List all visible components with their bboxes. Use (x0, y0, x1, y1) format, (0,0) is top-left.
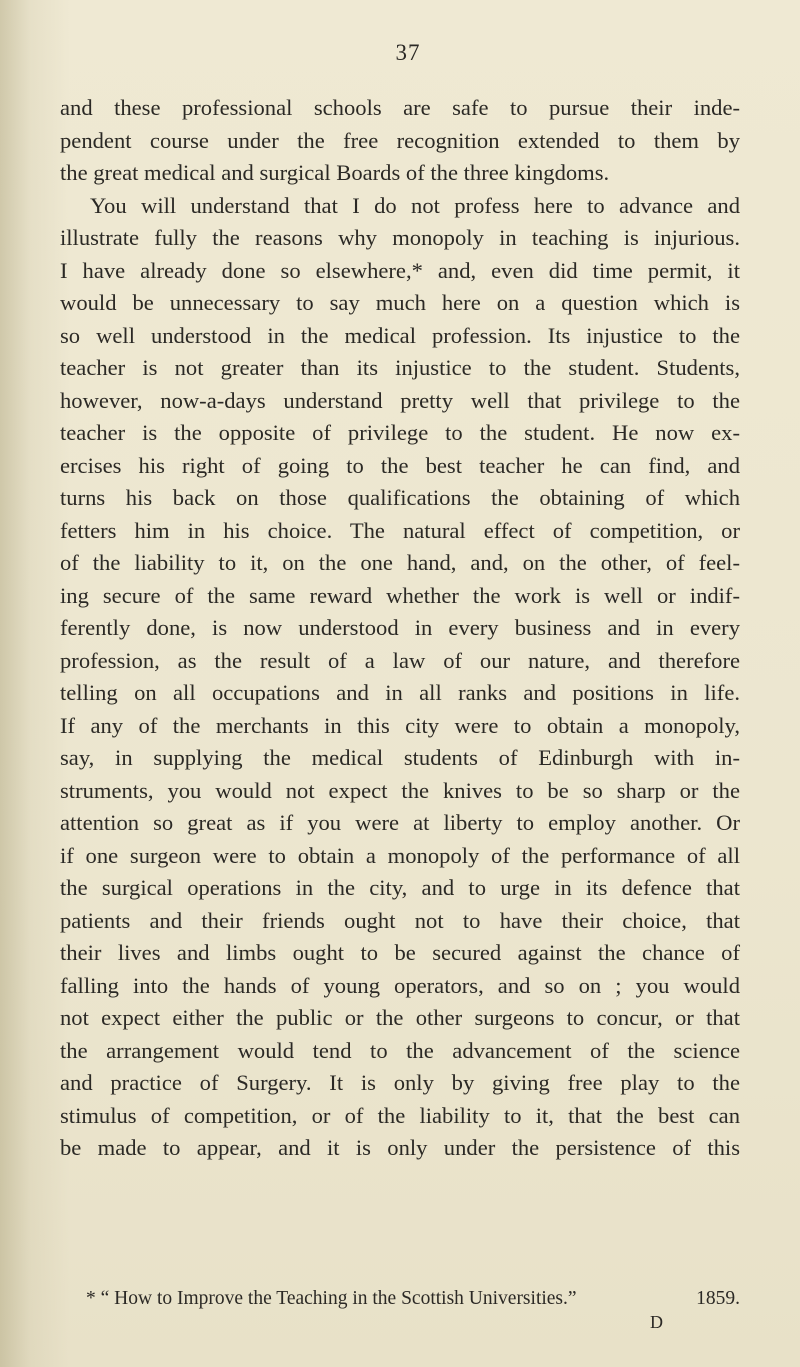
text-line: and these professional schools are safe to pursue their inde- (60, 95, 740, 120)
text-line: say, in supplying the medical students of Edinburgh with in- (60, 745, 740, 770)
text-line: be made to appear, and it is only under the persistence of this (60, 1135, 740, 1160)
text-line: profession, as the result of a law of our nature, and therefore (60, 647, 740, 673)
text-line: If any of the merchants in this city were to obtain a monopoly, (60, 712, 740, 738)
body-text (60, 92, 740, 1165)
text-line: pendent course under the free recognition extended to them by (60, 127, 740, 153)
text-line: so well understood in the medical profession. Its injustice to the (60, 322, 740, 348)
footnote-year: 1859. (696, 1288, 740, 1309)
footnote (86, 1287, 740, 1311)
text-line: however, now-a-days understand pretty well that privilege to the (60, 387, 740, 413)
text-line: stimulus of competition, or of the liability to it, that the best can (60, 1102, 740, 1128)
text-line: You will understand that I do not profess here to advance and (90, 192, 740, 218)
text-line: fetters him in his choice. The natural effect of competition, or (60, 517, 740, 543)
signature-mark: D (650, 1312, 664, 1332)
text-line: the great medical and surgical Boards of the three kingdoms. (60, 160, 610, 185)
text-line: ferently done, is now understood in every business and in every (60, 615, 740, 640)
text-line: attention so great as if you were at liberty to employ another. Or (60, 810, 740, 835)
text-line: would be unnecessary to say much here on a question which is (60, 290, 740, 315)
text-line: and practice of Surgery. It is only by giving free play to the (60, 1070, 740, 1095)
text-line: ercises his right of going to the best teacher he can find, and (60, 452, 740, 478)
footnote-text: * “ How to Improve the Teaching in the Scottish Universities.” (86, 1288, 577, 1309)
text-line: teacher is not greater than its injustice to the student. Students, (60, 355, 740, 380)
text-line: their lives and limbs ought to be secured against the chance of (60, 940, 740, 965)
text-line: if one surgeon were to obtain a monopoly of the performance of all (60, 842, 740, 868)
text-line: teacher is the opposite of privilege to the student. He now ex- (60, 420, 740, 445)
text-line: illustrate fully the reasons why monopoly in teaching is injurious. (60, 225, 740, 250)
text-line: patients and their friends ought not to have their choice, that (60, 907, 740, 933)
text-line: struments, you would not expect the knives to be so sharp or the (60, 777, 740, 803)
text-line: not expect either the public or the other surgeons to concur, or that (60, 1005, 740, 1030)
text-line: of the liability to it, on the one hand, and, on the other, of feel- (60, 550, 740, 575)
text-line: I have already done so elsewhere,* and, even did time permit, it (60, 257, 740, 283)
text-line: telling on all occupations and in all ranks and positions in life. (60, 680, 740, 705)
text-line: turns his back on those qualifications the obtaining of which (60, 485, 740, 510)
text-line: the arrangement would tend to the advancement of the science (60, 1037, 740, 1063)
page-number: 37 (395, 40, 421, 65)
text-line: the surgical operations in the city, and to urge in its defence that (60, 875, 740, 900)
text-line: falling into the hands of young operators, and so on ; you would (60, 972, 740, 998)
text-line: ing secure of the same reward whether the work is well or indif- (60, 582, 740, 608)
